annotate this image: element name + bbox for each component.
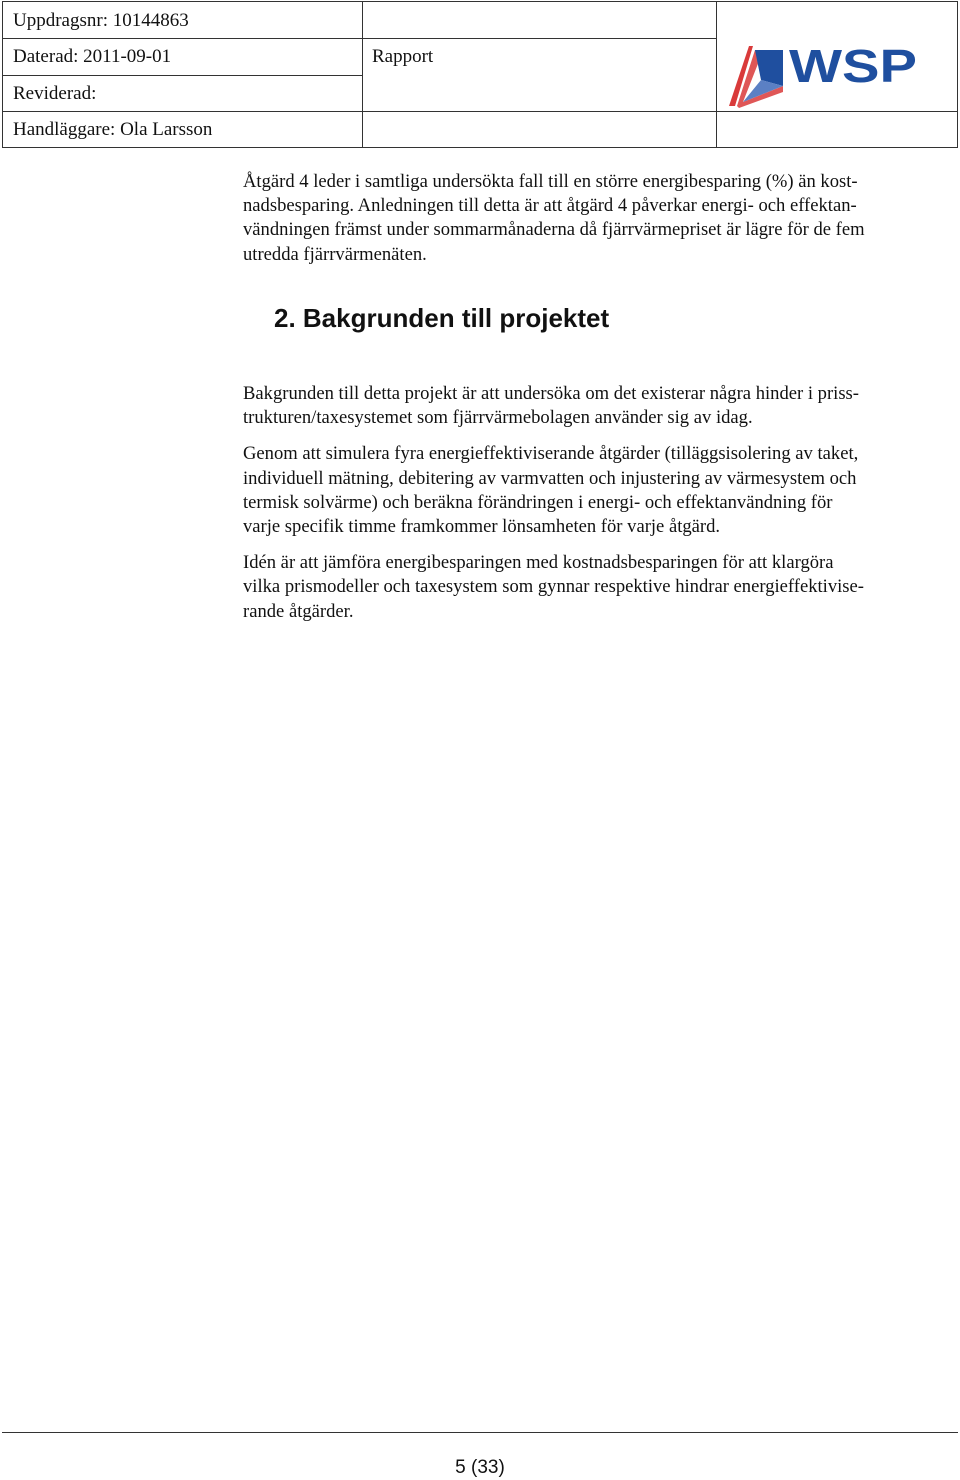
section-paragraph-1 xyxy=(243,382,948,430)
section-paragraph-2 xyxy=(243,442,948,539)
text-line: rande åtgärder. xyxy=(243,600,354,622)
document-header xyxy=(2,1,958,148)
section-heading: 2. Bakgrunden till projektet xyxy=(274,303,610,333)
text-line: utredda fjärrvärmenäten. xyxy=(243,243,427,265)
revised-field: Reviderad: xyxy=(13,82,97,104)
text-line: termisk solvärme) och beräkna förändringen i energi- och effektanvändning för xyxy=(243,491,833,513)
section-body xyxy=(243,382,948,636)
section-paragraph-3 xyxy=(243,551,948,624)
footer-rule xyxy=(2,1432,958,1433)
page-number: 5 (33) xyxy=(455,1457,505,1478)
logo-blue-block xyxy=(755,50,783,86)
handler-field: Handläggare: Ola Larsson xyxy=(13,118,213,140)
header-divider xyxy=(716,2,717,147)
text-line: vilka prismodeller och taxesystem som gynnar respektive hindrar energieffektivise- xyxy=(243,576,864,598)
logo-text: WSP xyxy=(789,40,917,92)
text-line: varje specifik timme framkommer lönsamheten för varje åtgärd. xyxy=(243,516,721,538)
intro-text xyxy=(243,170,943,279)
text-line: Genom att simulera fyra energieffektiviserande åtgärder (tilläggsisolering av taket, xyxy=(243,443,859,465)
assignment-number: Uppdragsnr: 10144863 xyxy=(13,9,189,31)
text-line: nadsbesparing. Anledningen till detta är att åtgärd 4 påverkar energi- och effektan- xyxy=(243,195,857,217)
wsp-logo xyxy=(725,40,921,110)
text-line: individuell mätning, debitering av varmvatten och injustering av värmesystem och xyxy=(243,467,857,489)
date-field: Daterad: 2011-09-01 xyxy=(13,46,172,67)
text-line: vändningen främst under sommarmånaderna då fjärrvärmepriset är lägre för de fem xyxy=(243,219,865,241)
text-line: trukturen/taxesystemet som fjärrvärmebolagen använder sig av idag. xyxy=(243,407,753,429)
text-line: Bakgrunden till detta projekt är att undersöka om det existerar några hinder i priss- xyxy=(243,383,859,404)
intro-paragraph xyxy=(243,170,943,267)
text-line: Åtgärd 4 leder i samtliga undersökta fall till en större energibesparing (%) än kost- xyxy=(243,171,858,192)
document-type: Rapport xyxy=(372,46,434,67)
text-line: Idén är att jämföra energibesparingen med kostnadsbesparingen för att klargöra xyxy=(243,552,834,574)
